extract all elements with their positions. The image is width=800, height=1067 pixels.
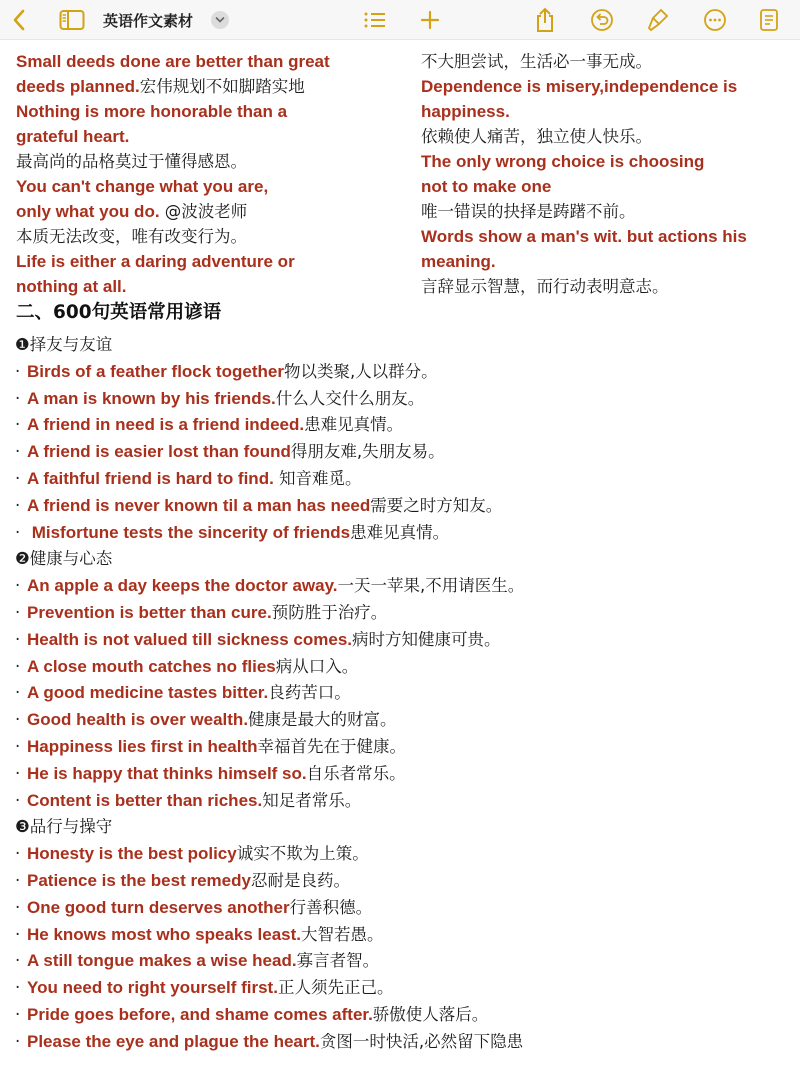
list-item xyxy=(15,493,790,520)
list-item xyxy=(15,948,790,975)
english-proverb: A good medicine tastes bitter. xyxy=(27,683,269,703)
chinese-translation: 幸福首先在于健康。 xyxy=(257,736,407,756)
text-line xyxy=(421,249,791,274)
chinese-text: 最高尚的品格莫过于懂得感恩。 xyxy=(16,152,247,171)
title-menu-button[interactable] xyxy=(211,11,229,29)
back-button[interactable] xyxy=(4,0,34,40)
chinese-translation: 健康是最大的财富。 xyxy=(248,710,397,730)
bullet: · xyxy=(15,629,21,649)
list-item xyxy=(15,975,790,1002)
list-item xyxy=(15,466,790,493)
list-item xyxy=(15,520,790,547)
list-item xyxy=(15,386,790,413)
english-proverb: He knows most who speaks least. xyxy=(27,924,301,944)
chevron-left-icon xyxy=(12,9,26,31)
text-line xyxy=(421,49,791,74)
english-proverb: You need to right yourself first. xyxy=(27,978,278,998)
text-line xyxy=(421,174,791,199)
bullet: · xyxy=(15,710,21,730)
english-text: only what you do. xyxy=(16,202,160,221)
list-item xyxy=(15,788,790,815)
bullet: · xyxy=(15,522,21,542)
english-text: grateful heart. xyxy=(16,127,130,146)
bullet: · xyxy=(15,1031,21,1051)
document-button[interactable] xyxy=(754,0,784,40)
bullet: · xyxy=(15,978,21,998)
chinese-translation: 病时方知健康可贵。 xyxy=(352,629,501,649)
english-proverb: Birds of a feather flock together xyxy=(27,361,284,381)
chinese-text: 言辞显示智慧，而行动表明意志。 xyxy=(421,277,669,296)
share-button[interactable] xyxy=(530,0,560,40)
section-title: ❶择友与友谊 xyxy=(15,335,113,354)
english-proverb: A friend is never known til a man has need xyxy=(27,495,371,515)
english-text: Small deeds done are better than great xyxy=(16,52,330,71)
english-text: not to make one xyxy=(421,177,552,196)
text-line xyxy=(421,124,791,149)
more-button[interactable] xyxy=(700,0,730,40)
bullet: · xyxy=(15,763,21,783)
chinese-text: 依赖使人痛苦，独立使人快乐。 xyxy=(421,127,652,146)
english-proverb: A still tongue makes a wise head. xyxy=(27,951,297,971)
english-proverb: A faithful friend is hard to find. xyxy=(27,468,274,488)
section-title: ❸品行与操守 xyxy=(15,817,113,837)
text-line xyxy=(421,224,791,249)
bullet: · xyxy=(15,495,21,515)
chinese-translation: 诚实不欺为上策。 xyxy=(236,844,369,864)
chinese-translation: 一天一苹果,不用请医生。 xyxy=(337,576,525,596)
bullet: · xyxy=(15,683,21,703)
list-item xyxy=(15,841,790,868)
list-item xyxy=(15,868,790,895)
english-proverb: Patience is the best remedy xyxy=(27,870,251,890)
document-content[interactable] xyxy=(0,44,800,1067)
english-text: Dependence is misery,independence is xyxy=(421,77,738,96)
list-icon xyxy=(363,10,387,30)
text-line xyxy=(421,149,791,174)
english-proverb: A man is known by his friends. xyxy=(27,388,276,408)
document-title[interactable]: 英语作文素材 xyxy=(103,11,194,30)
chinese-translation: 需要之时方知友。 xyxy=(370,495,503,515)
english-text: The only wrong choice is choosing xyxy=(421,152,705,171)
text-line xyxy=(421,99,791,124)
right-column xyxy=(421,49,791,299)
chinese-text: 宏伟规划不如脚踏实地 xyxy=(139,77,305,96)
bullet: · xyxy=(15,415,21,435)
chinese-translation: 得朋友难,失朋友易。 xyxy=(290,442,445,462)
chinese-translation: 寡言者智。 xyxy=(296,951,380,971)
chinese-translation: 知足者常乐。 xyxy=(262,790,362,810)
chinese-translation: 贪图一时快活,必然留下隐患 xyxy=(319,1031,524,1051)
chinese-text: 本质无法改变，唯有改变行为。 xyxy=(16,227,247,246)
english-proverb: An apple a day keeps the doctor away. xyxy=(27,576,338,596)
text-line xyxy=(421,199,791,224)
list-item xyxy=(15,895,790,922)
bullet: · xyxy=(15,790,21,810)
list-item xyxy=(15,654,790,681)
chinese-translation: 患难见真情。 xyxy=(350,522,450,542)
english-text: happiness. xyxy=(421,102,510,121)
list-item xyxy=(15,439,790,466)
english-proverb: Please the eye and plague the heart. xyxy=(27,1031,320,1051)
sidebar-icon xyxy=(59,9,85,31)
text-line xyxy=(16,124,396,149)
text-line xyxy=(16,199,396,224)
chinese-text: 唯一错误的抉择是踌躇不前。 xyxy=(421,202,636,221)
list-item xyxy=(15,761,790,788)
format-brush-button[interactable] xyxy=(643,0,673,40)
english-proverb: One good turn deserves another xyxy=(27,897,290,917)
list-item xyxy=(15,707,790,734)
list-item xyxy=(15,412,790,439)
english-proverb: Happiness lies first in health xyxy=(27,736,258,756)
english-text: Nothing is more honorable than a xyxy=(16,102,288,121)
bullet: · xyxy=(15,924,21,944)
text-line xyxy=(16,274,396,299)
bullet: · xyxy=(15,468,21,488)
bullet: · xyxy=(15,361,21,381)
text-line xyxy=(421,74,791,99)
chinese-text: @波波老师 xyxy=(159,202,248,221)
section-title: ❷健康与心态 xyxy=(15,549,113,569)
chinese-translation: 知音难觅。 xyxy=(273,468,362,488)
chinese-translation: 什么人交什么朋友。 xyxy=(275,388,425,408)
chinese-translation: 自乐者常乐。 xyxy=(306,763,406,783)
bullet: · xyxy=(15,897,21,917)
english-proverb: Misfortune tests the sincerity of friends xyxy=(27,522,351,542)
english-proverb: Pride goes before, and shame comes after. xyxy=(27,1004,373,1024)
chinese-text: 不大胆尝试，生活必一事无成。 xyxy=(421,52,652,71)
english-proverb: Health is not valued till sickness comes. xyxy=(27,629,353,649)
list-item xyxy=(15,680,790,707)
text-line xyxy=(16,249,396,274)
english-text: Words show a man's wit. but actions his xyxy=(421,227,747,246)
text-line xyxy=(16,49,396,74)
english-proverb: He is happy that thinks himself so. xyxy=(27,763,307,783)
english-proverb: Honesty is the best policy xyxy=(27,844,237,864)
english-text: nothing at all. xyxy=(16,277,127,296)
sidebar-toggle-button[interactable] xyxy=(56,0,88,40)
list-item xyxy=(15,734,790,761)
text-line xyxy=(421,274,791,299)
english-text: meaning. xyxy=(421,252,496,271)
bullet: · xyxy=(15,656,21,676)
section-heading: 二、600句英语常用谚语 xyxy=(16,302,222,323)
list-item xyxy=(15,600,790,627)
english-text: Life is either a daring adventure or xyxy=(16,252,295,271)
list-item xyxy=(15,922,790,949)
text-line xyxy=(16,74,396,99)
list-item xyxy=(15,573,790,600)
english-text: deeds planned. xyxy=(16,77,140,96)
bullet: · xyxy=(15,870,21,890)
bullet: · xyxy=(15,951,21,971)
english-proverb: Prevention is better than cure. xyxy=(27,602,272,622)
list-item xyxy=(15,627,790,654)
chinese-translation: 行善积德。 xyxy=(289,897,373,917)
text-line xyxy=(16,174,396,199)
bullet: · xyxy=(15,736,21,756)
text-line xyxy=(16,224,396,249)
list-format-button[interactable] xyxy=(360,0,390,40)
chevron-down-icon xyxy=(215,16,225,24)
chinese-translation: 良药苦口。 xyxy=(268,683,351,703)
chinese-translation: 物以类聚,人以群分。 xyxy=(283,361,438,381)
bullet: · xyxy=(15,1004,21,1024)
left-column xyxy=(16,49,396,299)
bullet: · xyxy=(15,576,21,596)
text-line xyxy=(16,149,396,174)
list-item xyxy=(15,359,790,386)
undo-button[interactable] xyxy=(587,0,617,40)
english-proverb: A close mouth catches no flies xyxy=(27,656,276,676)
bullet: · xyxy=(15,844,21,864)
chinese-translation: 骄傲使人落后。 xyxy=(372,1004,489,1024)
english-text: You can't change what you are, xyxy=(16,177,269,196)
chinese-translation: 正人须先正己。 xyxy=(277,978,394,998)
english-proverb: A friend in need is a friend indeed. xyxy=(27,415,305,435)
chinese-translation: 预防胜于治疗。 xyxy=(271,602,388,622)
add-button[interactable] xyxy=(415,0,445,40)
english-proverb: Content is better than riches. xyxy=(27,790,263,810)
toolbar xyxy=(0,0,800,40)
chinese-translation: 患难见真情。 xyxy=(304,415,404,435)
chinese-translation: 忍耐是良药。 xyxy=(250,870,350,890)
more-icon xyxy=(703,8,727,32)
document-icon xyxy=(759,8,779,32)
english-proverb: Good health is over wealth. xyxy=(27,710,249,730)
bullet: · xyxy=(15,442,21,462)
list-item xyxy=(15,1002,790,1029)
chinese-translation: 大智若愚。 xyxy=(300,924,384,944)
bullet: · xyxy=(15,388,21,408)
chinese-translation: 病从口入。 xyxy=(275,656,359,676)
share-icon xyxy=(535,7,555,33)
proverb-list xyxy=(15,332,790,1056)
text-line xyxy=(16,99,396,124)
format-brush-icon xyxy=(647,8,669,32)
list-item xyxy=(15,1029,790,1056)
plus-icon xyxy=(420,10,440,30)
bullet: · xyxy=(15,602,21,622)
undo-icon xyxy=(590,8,614,32)
english-proverb: A friend is easier lost than found xyxy=(27,442,291,462)
